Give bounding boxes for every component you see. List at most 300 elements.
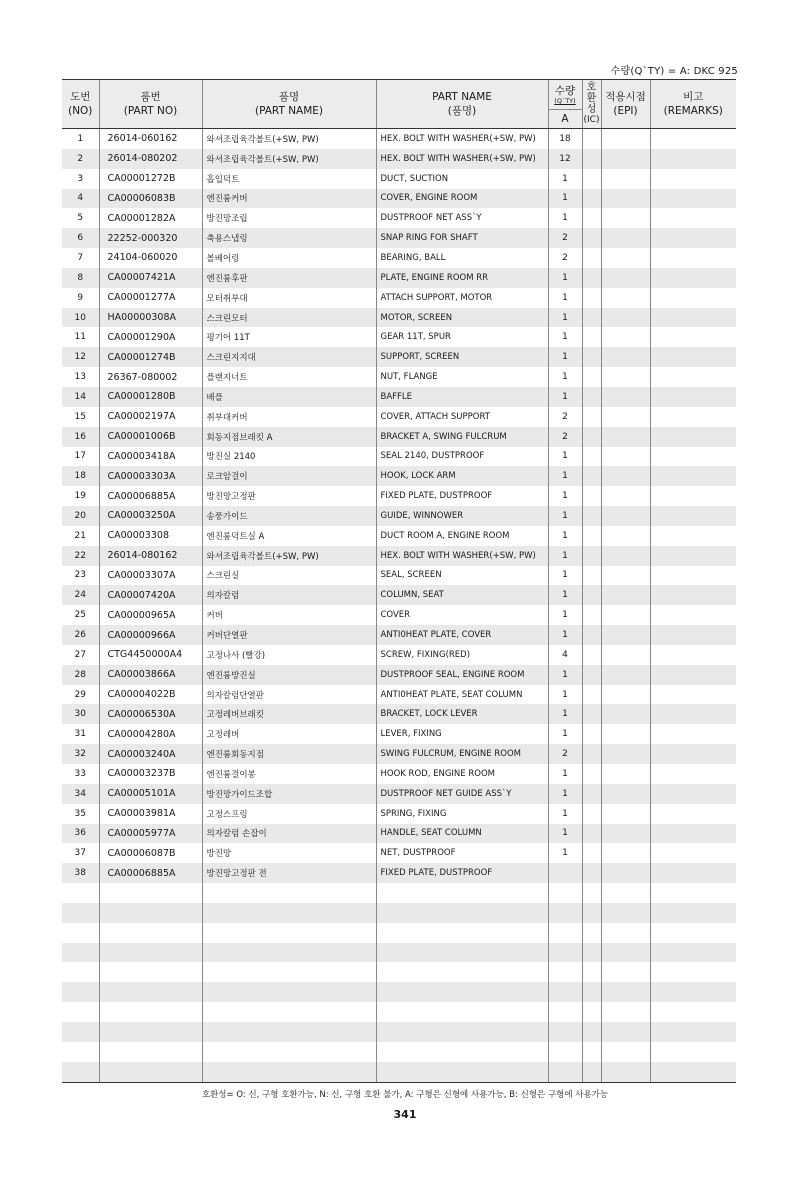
cell-part-name-en: BRACKET A, SWING FULCRUM <box>376 427 548 447</box>
cell-ic <box>582 605 601 625</box>
page-number: 341 <box>393 1108 417 1121</box>
table-row <box>62 863 736 883</box>
cell-part-name-en: MOTOR, SCREEN <box>376 308 548 328</box>
cell-part-name-en-blank <box>376 1062 548 1082</box>
cell-qty-blank <box>548 1002 582 1022</box>
cell-remarks <box>650 506 736 526</box>
cell-qty: 1 <box>548 308 582 328</box>
cell-part-name-en: NET, DUSTPROOF <box>376 843 548 863</box>
cell-no-blank <box>62 903 99 923</box>
cell-part-name-kr: 플랜지너트 <box>202 367 376 387</box>
cell-part-name-kr: 와셔조립육각볼트(+SW, PW) <box>202 149 376 169</box>
cell-epi <box>601 784 650 804</box>
cell-remarks <box>650 625 736 645</box>
table-row <box>62 427 736 447</box>
cell-qty: 18 <box>548 129 582 149</box>
cell-part-name-kr: 고정나사 (빨강) <box>202 645 376 665</box>
cell-no: 3 <box>77 173 84 184</box>
cell-qty: 1 <box>548 367 582 387</box>
cell-qty: 2 <box>548 407 582 427</box>
cell-no: 17 <box>74 451 86 462</box>
cell-part-name-kr: 방진망가이드조합 <box>202 784 376 804</box>
cell-epi <box>601 208 650 228</box>
cell-epi <box>601 447 650 467</box>
cell-part-no: CA00001280B <box>99 387 202 407</box>
cell-part-name-en: DUCT, SUCTION <box>376 169 548 189</box>
cell-ic-blank <box>582 962 601 982</box>
cell-part-name-kr: 방진실 2140 <box>202 447 376 467</box>
cell-part-no: CA00001006B <box>99 427 202 447</box>
cell-part-name-en: HEX. BOLT WITH WASHER(+SW, PW) <box>376 129 548 149</box>
cell-remarks <box>650 228 736 248</box>
cell-epi-blank <box>601 1002 650 1022</box>
cell-no: 2 <box>62 149 99 169</box>
cell-no: 7 <box>77 252 84 263</box>
header-epi <box>601 80 650 129</box>
cell-part-no: CA00007421A <box>99 268 202 288</box>
cell-part-name-en: ANTI0HEAT PLATE, SEAT COLUMN <box>376 685 548 705</box>
cell-part-name-kr: 모터취부대 <box>202 288 376 308</box>
cell-part-name-en: SNAP RING FOR SHAFT <box>376 228 548 248</box>
cell-part-name-en: DUSTPROOF NET ASS`Y <box>376 208 548 228</box>
cell-remarks <box>650 744 736 764</box>
cell-part-no: CA00003866A <box>99 665 202 685</box>
cell-epi <box>601 407 650 427</box>
cell-part-name-kr: 볼베어링 <box>202 248 376 268</box>
cell-epi <box>601 189 650 209</box>
cell-part-name-en: HEX. BOLT WITH WASHER(+SW, PW) <box>376 149 548 169</box>
table-row <box>62 189 736 209</box>
cell-part-name-kr-blank <box>202 883 376 903</box>
cell-ic <box>582 824 601 844</box>
cell-part-no-blank <box>99 943 202 963</box>
cell-remarks <box>650 824 736 844</box>
cell-ic <box>582 764 601 784</box>
cell-no: 27 <box>74 649 86 660</box>
cell-qty: 1 <box>548 347 582 367</box>
cell-qty: 1 <box>548 724 582 744</box>
cell-remarks <box>650 486 736 506</box>
cell-part-no: 26014-080202 <box>99 149 202 169</box>
cell-remarks-blank <box>650 1002 736 1022</box>
cell-no: 22 <box>62 546 99 566</box>
cell-epi-blank <box>601 982 650 1002</box>
cell-remarks <box>650 327 736 347</box>
cell-part-name-kr-blank <box>202 1022 376 1042</box>
cell-part-name-en: COVER <box>376 605 548 625</box>
cell-part-no: CA00004022B <box>99 685 202 705</box>
cell-qty: 1 <box>548 804 582 824</box>
cell-part-no: CA00003981A <box>99 804 202 824</box>
cell-qty: 1 <box>548 665 582 685</box>
cell-no: 12 <box>62 347 99 367</box>
cell-remarks-blank <box>650 883 736 903</box>
header-ic-2: 환 <box>586 93 597 104</box>
cell-qty: 1 <box>548 387 582 407</box>
cell-remarks <box>650 347 736 367</box>
cell-ic-blank <box>582 1022 601 1042</box>
table-row <box>62 566 736 586</box>
header-part-name-en <box>376 80 548 129</box>
cell-no: 28 <box>62 665 99 685</box>
cell-part-name-en: HEX. BOLT WITH WASHER(+SW, PW) <box>376 546 548 566</box>
cell-ic-blank <box>582 1042 601 1062</box>
cell-part-name-kr: 회동지점브래킷 A <box>202 427 376 447</box>
cell-qty-blank <box>548 943 582 963</box>
cell-qty: 1 <box>548 585 582 605</box>
table-row <box>62 308 736 328</box>
table-row <box>62 506 736 526</box>
table-row <box>62 824 736 844</box>
cell-qty: 12 <box>548 149 582 169</box>
table-row <box>62 407 736 427</box>
cell-remarks-blank <box>650 982 736 1002</box>
table-row <box>62 447 736 467</box>
blank-row <box>62 1042 736 1062</box>
cell-epi <box>601 486 650 506</box>
cell-epi <box>601 268 650 288</box>
table-header-row <box>62 80 736 129</box>
cell-epi-blank <box>601 1022 650 1042</box>
parts-table-body <box>62 129 736 1083</box>
cell-part-no: CA00001272B <box>99 169 202 189</box>
cell-epi <box>601 506 650 526</box>
table-row <box>62 466 736 486</box>
cell-part-no: CA00003308 <box>99 526 202 546</box>
cell-epi <box>601 288 650 308</box>
cell-part-name-en-blank <box>376 903 548 923</box>
cell-epi <box>601 685 650 705</box>
cell-remarks <box>650 605 736 625</box>
cell-remarks-blank <box>650 1042 736 1062</box>
cell-part-name-kr: 의자칼럼단열판 <box>202 685 376 705</box>
cell-epi-blank <box>601 1042 650 1062</box>
cell-part-no: CA00001290A <box>99 327 202 347</box>
cell-part-name-en: SCREW, FIXING(RED) <box>376 645 548 665</box>
cell-part-name-kr: 엔진룸걸이봉 <box>202 764 376 784</box>
cell-epi <box>601 566 650 586</box>
cell-epi <box>601 347 650 367</box>
cell-epi <box>601 129 650 149</box>
blank-row <box>62 1062 736 1082</box>
cell-epi <box>601 665 650 685</box>
qty-model-note: 수량(Q`TY) = A: DKC 925 <box>610 66 738 77</box>
header-qty-kr: 수량 <box>554 84 576 97</box>
table-row <box>62 665 736 685</box>
cell-part-name-en: SPRING, FIXING <box>376 804 548 824</box>
cell-remarks <box>650 526 736 546</box>
cell-part-name-en: DUSTPROOF SEAL, ENGINE ROOM <box>376 665 548 685</box>
cell-part-name-kr-blank <box>202 943 376 963</box>
header-ic <box>582 80 601 129</box>
parts-table <box>62 79 736 1083</box>
cell-qty: 2 <box>548 427 582 447</box>
cell-ic-blank <box>582 1062 601 1082</box>
header-name-kr: 품명 <box>278 91 300 103</box>
cell-epi-blank <box>601 962 650 982</box>
cell-epi <box>601 843 650 863</box>
cell-qty-blank <box>548 883 582 903</box>
cell-ic <box>582 843 601 863</box>
cell-ic <box>582 466 601 486</box>
cell-no-blank <box>62 883 99 903</box>
header-ic-1: 호 <box>586 82 597 93</box>
cell-part-no-blank <box>99 1002 202 1022</box>
cell-ic-blank <box>582 903 601 923</box>
cell-no: 25 <box>74 610 86 621</box>
header-eng-title: PART NAME <box>432 91 492 103</box>
table-row <box>62 685 736 705</box>
cell-no: 34 <box>62 784 99 804</box>
cell-part-no: 24104-060020 <box>99 248 202 268</box>
cell-epi <box>601 367 650 387</box>
cell-part-name-kr: 로크암걸이 <box>202 466 376 486</box>
cell-part-no: CA00005977A <box>99 824 202 844</box>
cell-part-name-en: NUT, FLANGE <box>376 367 548 387</box>
cell-no: 35 <box>74 808 86 819</box>
cell-epi <box>601 764 650 784</box>
cell-part-name-kr: 송풍가이드 <box>202 506 376 526</box>
cell-epi <box>601 308 650 328</box>
cell-epi <box>601 466 650 486</box>
cell-qty: 1 <box>548 764 582 784</box>
cell-epi <box>601 228 650 248</box>
cell-qty: 1 <box>548 546 582 566</box>
cell-part-name-en: BRACKET, LOCK LEVER <box>376 704 548 724</box>
cell-no: 31 <box>74 729 86 740</box>
cell-ic <box>582 427 601 447</box>
cell-qty: 1 <box>548 447 582 467</box>
cell-ic <box>582 447 601 467</box>
cell-remarks <box>650 645 736 665</box>
cell-part-no-blank <box>99 1062 202 1082</box>
cell-epi <box>601 585 650 605</box>
cell-no: 29 <box>74 689 86 700</box>
cell-remarks <box>650 843 736 863</box>
cell-part-name-kr: 스크린모터 <box>202 308 376 328</box>
table-row <box>62 327 736 347</box>
cell-qty <box>548 863 582 883</box>
cell-part-no: CA00006083B <box>99 189 202 209</box>
cell-qty: 1 <box>548 566 582 586</box>
cell-part-name-en-blank <box>376 883 548 903</box>
cell-epi-blank <box>601 903 650 923</box>
cell-no: 6 <box>62 228 99 248</box>
blank-row <box>62 883 736 903</box>
cell-part-name-kr: 흡입덕트 <box>202 169 376 189</box>
cell-epi <box>601 427 650 447</box>
cell-part-no: CA00002197A <box>99 407 202 427</box>
cell-no: 20 <box>62 506 99 526</box>
cell-part-name-kr: 와셔조립육각볼트(+SW, PW) <box>202 129 376 149</box>
cell-no: 13 <box>74 372 86 383</box>
cell-part-name-kr: 스크린지지대 <box>202 347 376 367</box>
cell-part-name-kr: 배플 <box>202 387 376 407</box>
cell-qty: 1 <box>548 327 582 347</box>
cell-part-no: CA00001274B <box>99 347 202 367</box>
table-row <box>62 625 736 645</box>
cell-qty: 1 <box>548 824 582 844</box>
cell-part-no: CA00006530A <box>99 704 202 724</box>
cell-no: 23 <box>74 570 86 581</box>
cell-ic <box>582 546 601 566</box>
cell-part-name-en: SEAL, SCREEN <box>376 566 548 586</box>
cell-no: 10 <box>62 308 99 328</box>
table-row <box>62 585 736 605</box>
cell-remarks-blank <box>650 923 736 943</box>
cell-part-no: CA00003418A <box>99 447 202 467</box>
table-row <box>62 764 736 784</box>
cell-no-blank <box>62 1042 99 1062</box>
cell-remarks-blank <box>650 1022 736 1042</box>
cell-part-no-blank <box>99 962 202 982</box>
cell-part-name-en-blank <box>376 1002 548 1022</box>
header-eng-sub: (품명) <box>447 105 477 117</box>
table-row <box>62 645 736 665</box>
cell-part-name-en: FIXED PLATE, DUSTPROOF <box>376 863 548 883</box>
cell-qty: 1 <box>548 625 582 645</box>
cell-no: 18 <box>62 466 99 486</box>
cell-part-name-en: LEVER, FIXING <box>376 724 548 744</box>
cell-no: 37 <box>74 848 86 859</box>
cell-remarks <box>650 129 736 149</box>
cell-ic <box>582 685 601 705</box>
cell-ic <box>582 228 601 248</box>
cell-ic <box>582 486 601 506</box>
cell-qty-blank <box>548 923 582 943</box>
cell-part-name-kr: 커버단열판 <box>202 625 376 645</box>
cell-remarks <box>650 764 736 784</box>
cell-ic <box>582 347 601 367</box>
cell-qty: 2 <box>548 744 582 764</box>
cell-no-blank <box>62 962 99 982</box>
cell-remarks <box>650 447 736 467</box>
cell-remarks <box>650 804 736 824</box>
header-remarks <box>650 80 736 129</box>
blank-row <box>62 1002 736 1022</box>
cell-no-blank <box>62 1002 99 1022</box>
cell-epi <box>601 645 650 665</box>
header-no-en: (NO) <box>68 105 93 117</box>
cell-part-no: CA00007420A <box>99 585 202 605</box>
cell-part-no: CA00006087B <box>99 843 202 863</box>
cell-part-name-kr-blank <box>202 962 376 982</box>
cell-remarks <box>650 704 736 724</box>
cell-no-blank <box>62 1062 99 1082</box>
table-row <box>62 228 736 248</box>
cell-ic <box>582 526 601 546</box>
blank-row <box>62 982 736 1002</box>
cell-part-name-kr-blank <box>202 923 376 943</box>
cell-part-name-en: HANDLE, SEAT COLUMN <box>376 824 548 844</box>
cell-part-no: CA00001282A <box>99 208 202 228</box>
cell-qty: 2 <box>548 248 582 268</box>
cell-ic <box>582 169 601 189</box>
cell-qty: 1 <box>548 486 582 506</box>
cell-qty-blank <box>548 1042 582 1062</box>
cell-ic <box>582 248 601 268</box>
cell-no: 15 <box>74 411 86 422</box>
cell-epi-blank <box>601 943 650 963</box>
cell-part-name-en: BEARING, BALL <box>376 248 548 268</box>
cell-ic <box>582 704 601 724</box>
header-ic-3: 성 <box>586 104 597 115</box>
cell-part-no: 26014-080162 <box>99 546 202 566</box>
table-row <box>62 486 736 506</box>
cell-part-no: CA00003237B <box>99 764 202 784</box>
cell-part-no: CA00005101A <box>99 784 202 804</box>
cell-ic <box>582 863 601 883</box>
header-qty-en: (Q`TY) <box>554 96 576 105</box>
cell-qty: 1 <box>548 189 582 209</box>
cell-part-name-kr: 엔진룸커버 <box>202 189 376 209</box>
cell-no: 38 <box>62 863 99 883</box>
cell-no: 4 <box>62 189 99 209</box>
cell-epi <box>601 546 650 566</box>
cell-epi <box>601 704 650 724</box>
cell-part-name-en: COVER, ATTACH SUPPORT <box>376 407 548 427</box>
cell-epi <box>601 327 650 347</box>
cell-remarks <box>650 585 736 605</box>
cell-ic <box>582 744 601 764</box>
cell-no-blank <box>62 923 99 943</box>
header-partno-kr: 품번 <box>140 91 161 103</box>
cell-no: 21 <box>74 530 86 541</box>
cell-part-no: CA00003240A <box>99 744 202 764</box>
cell-part-name-kr-blank <box>202 1062 376 1082</box>
cell-part-no-blank <box>99 903 202 923</box>
cell-epi <box>601 863 650 883</box>
cell-epi <box>601 744 650 764</box>
cell-remarks <box>650 863 736 883</box>
cell-part-no-blank <box>99 1042 202 1062</box>
cell-ic <box>582 407 601 427</box>
cell-part-name-en-blank <box>376 943 548 963</box>
cell-remarks <box>650 308 736 328</box>
cell-qty: 4 <box>548 645 582 665</box>
table-row <box>62 248 736 268</box>
cell-remarks <box>650 169 736 189</box>
cell-remarks-blank <box>650 903 736 923</box>
cell-part-name-kr: 엔진룸덕트실 A <box>202 526 376 546</box>
cell-remarks <box>650 189 736 209</box>
blank-row <box>62 962 736 982</box>
table-row <box>62 605 736 625</box>
cell-epi <box>601 526 650 546</box>
cell-part-name-kr-blank <box>202 903 376 923</box>
cell-epi <box>601 605 650 625</box>
cell-part-name-kr: 커버 <box>202 605 376 625</box>
cell-part-name-kr-blank <box>202 982 376 1002</box>
cell-qty: 2 <box>548 228 582 248</box>
cell-qty-blank <box>548 962 582 982</box>
cell-remarks <box>650 387 736 407</box>
cell-remarks-blank <box>650 1062 736 1082</box>
cell-part-name-en: COLUMN, SEAT <box>376 585 548 605</box>
compatibility-footnote: 호환성= O: 신, 구형 호환가능, N: 신, 구형 호환 불가, A: 구형은 신형에 사용가능, B: 신형은 구형에 사용가능 <box>201 1090 609 1100</box>
cell-part-no: CA00001277A <box>99 288 202 308</box>
cell-ic-blank <box>582 883 601 903</box>
cell-epi <box>601 387 650 407</box>
table-row <box>62 744 736 764</box>
cell-part-no: CA00000965A <box>99 605 202 625</box>
cell-ic <box>582 665 601 685</box>
cell-part-no: CA00006885A <box>99 863 202 883</box>
cell-qty: 1 <box>548 466 582 486</box>
cell-ic <box>582 208 601 228</box>
table-row <box>62 288 736 308</box>
cell-no: 1 <box>77 133 84 144</box>
